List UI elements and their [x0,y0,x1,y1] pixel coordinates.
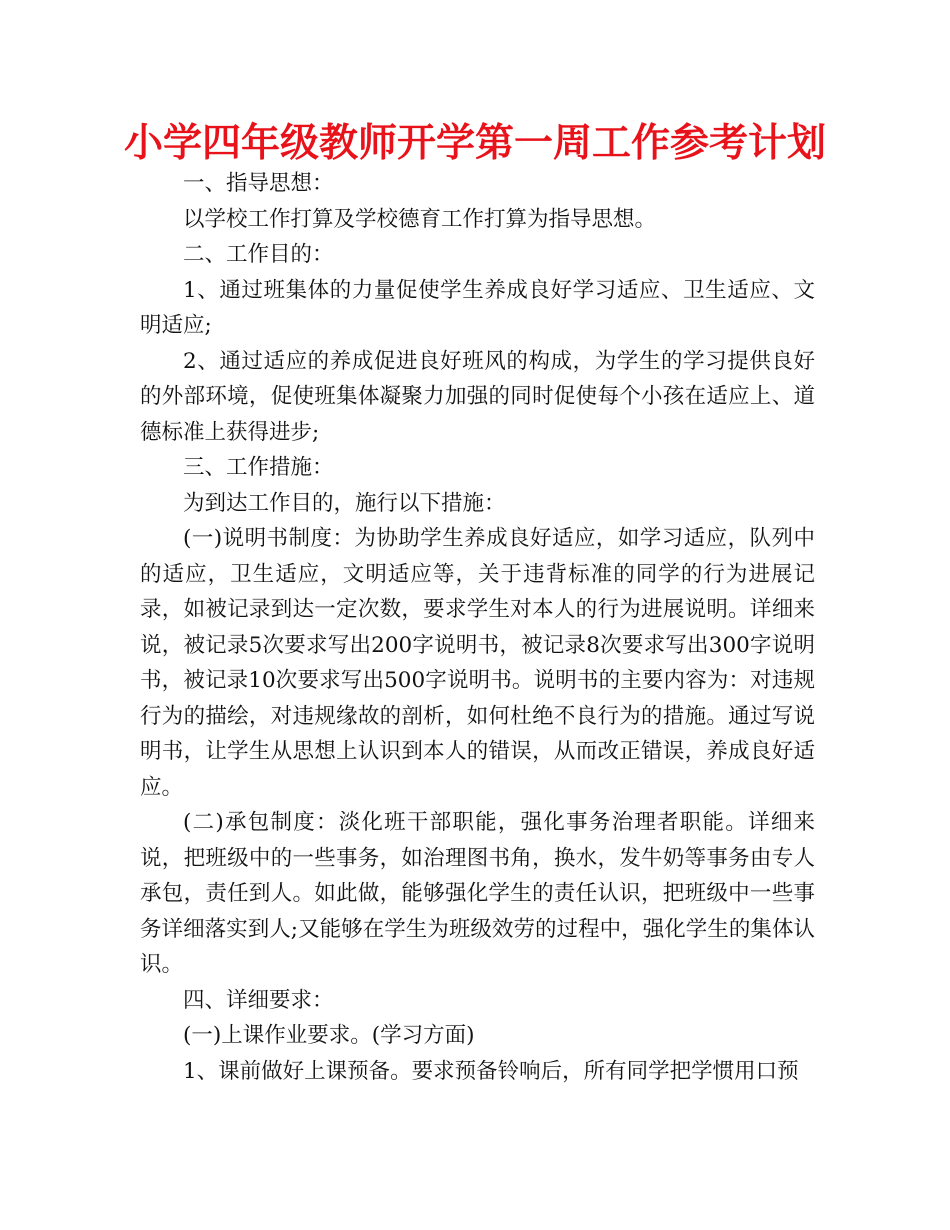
paragraph-contract-system: (二)承包制度：淡化班干部职能，强化事务治理者职能。详细来说，把班级中的一些事务，如治理图书角，换水，发牛奶等事务由专人承包，责任到人。如此做，能够强化学生的责任认识，把班级中一些事务详细落实到人;又能够在学生为班级效劳的过程中，强化学生的集体认识。 [140,810,815,977]
paragraph-goal-1: 1、通过班集体的力量促使学生养成良好学习适应、卫生适应、文明适应; [140,277,815,338]
heading-work-measures: 三、工作措施： [183,455,334,480]
heading-guiding-thought: 一、指导思想： [183,171,334,196]
paragraph-explanation-system: (一)说明书制度：为协助学生养成良好适应，如学习适应，队列中的适应，卫生适应，文明适应等，关于违背标准的同学的行为进展记录，如被记录到达一定次数，要求学生对本人的行为进展说明。详细来说，被记录5次要求写出200字说明书，被记录8次要求写出300字说明书，被记录10次要求写出500字说明书。说明书的主要内容为：对违规行为的描绘，对违规缘故的剖析，如何杜绝不良行为的措施。通过写说明书，让学生从思想上认识到本人的错误，从而改正错误，养成良好适应。 [140,526,815,800]
paragraph-goal-2: 2、通过适应的养成促进良好班风的构成，为学生的学习提供良好的外部环境，促使班集体凝聚力加强的同时促使每个小孩在适应上、道德标准上获得进步; [140,348,815,445]
subheading-class-homework: (一)上课作业要求。(学习方面) [183,1023,475,1048]
paragraph-guiding-thought: 以学校工作打算及学校德育工作打算为指导思想。 [183,206,657,232]
document-body [140,166,815,1089]
document-title: 小学四年级教师开学第一周工作参考计划 [123,121,826,166]
heading-work-goals: 二、工作目的： [183,242,334,267]
heading-detailed-requirements: 四、详细要求： [183,987,334,1013]
paragraph-measures-intro: 为到达工作目的，施行以下措施： [183,490,506,516]
paragraph-requirement-1: 1、课前做好上课预备。要求预备铃响后，所有同学把学惯用口预 [183,1058,799,1084]
